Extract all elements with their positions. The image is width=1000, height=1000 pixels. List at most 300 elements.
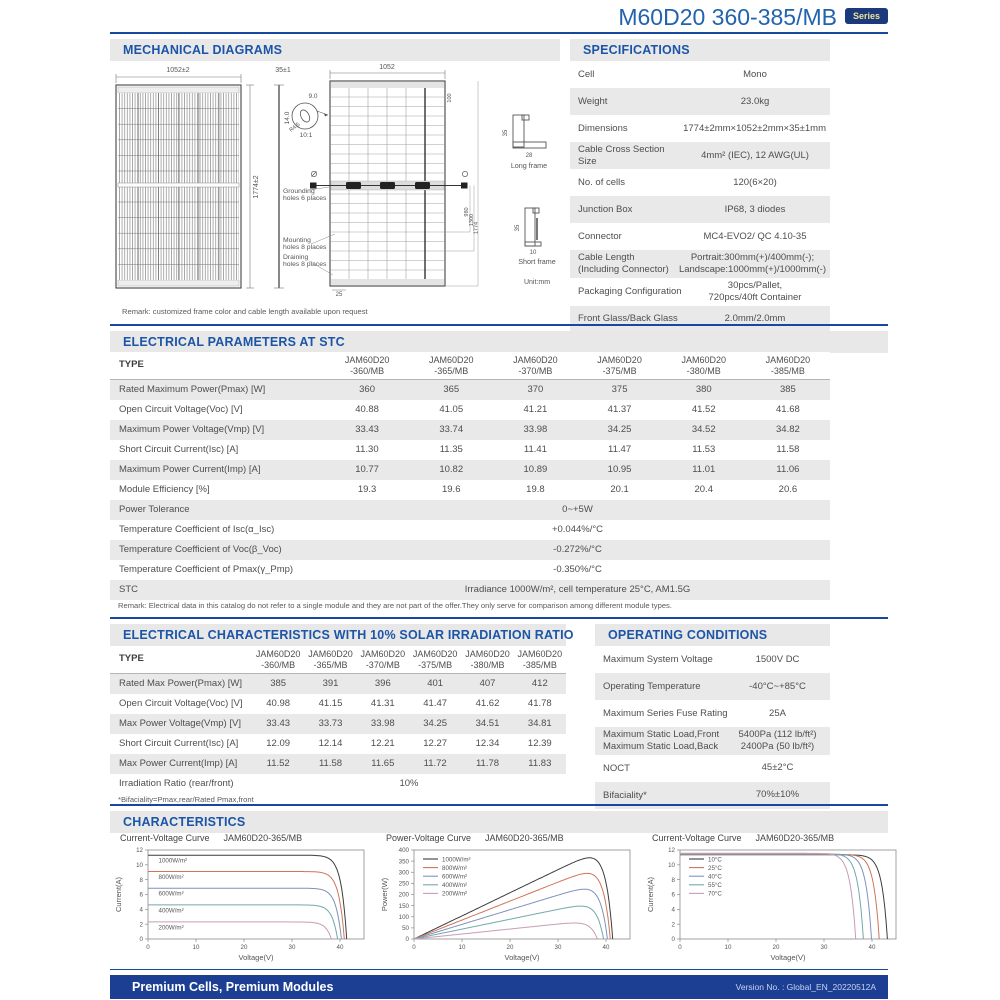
draining-label-2: holes 8 places bbox=[283, 261, 327, 268]
y-tick-label: 8 bbox=[139, 876, 143, 884]
short-frame-section bbox=[515, 208, 556, 266]
table-row bbox=[595, 673, 830, 700]
cell-value: 11.58 bbox=[318, 757, 343, 769]
row-label: Short Circuit Current(Isc) [A] bbox=[119, 443, 239, 455]
row-value: IP68, 3 diodes bbox=[724, 203, 786, 215]
cell-value: 11.35 bbox=[439, 443, 463, 455]
section-header-irradiation bbox=[110, 624, 574, 646]
type-label: TYPE bbox=[119, 359, 144, 371]
table-row bbox=[110, 734, 566, 754]
y-tick-label: 100 bbox=[398, 913, 409, 921]
cell-value: 41.31 bbox=[370, 697, 395, 709]
cell-span-value: 0~+5W bbox=[562, 503, 593, 515]
row-label: Rated Max Power(Pmax) [W] bbox=[119, 677, 242, 689]
cell-value: 12.09 bbox=[266, 737, 291, 749]
cell-value: 380 bbox=[695, 383, 712, 395]
detail-radius: R4.5 bbox=[288, 121, 302, 134]
curve-70°C bbox=[680, 853, 856, 939]
cell-value: 11.58 bbox=[776, 443, 800, 455]
cell-span-value: -0.350%/°C bbox=[553, 563, 602, 575]
cell-value: 10.82 bbox=[439, 463, 464, 475]
column-header: JAM60D20 -375/MB bbox=[412, 649, 458, 670]
cell-value: 11.53 bbox=[692, 443, 716, 455]
x-tick-label: 0 bbox=[678, 944, 682, 951]
table-header-row bbox=[110, 646, 566, 674]
column-header: JAM60D20 -380/MB bbox=[465, 649, 510, 670]
cell-value: 12.39 bbox=[527, 737, 552, 749]
row-label: Maximum Power Current(Imp) [A] bbox=[119, 463, 261, 475]
dim-thickness: 35±1 bbox=[275, 67, 291, 74]
row-label: Operating Temperature bbox=[603, 680, 701, 692]
section-header-specifications bbox=[570, 39, 830, 61]
row-label: Maximum Static Load,Front Maximum Static Load,Back bbox=[603, 729, 720, 752]
cell-value: 34.25 bbox=[423, 717, 448, 729]
cell-value: 407 bbox=[479, 677, 496, 689]
table-row bbox=[110, 460, 830, 480]
cell-value: 11.01 bbox=[692, 463, 716, 475]
section-title: SPECIFICATIONS bbox=[583, 43, 690, 57]
table-row bbox=[570, 223, 830, 250]
row-value: 25A bbox=[769, 707, 786, 719]
y-tick-label: 10 bbox=[668, 862, 675, 870]
table-row bbox=[110, 520, 830, 540]
cell-value: 396 bbox=[374, 677, 391, 689]
cell-value: 11.30 bbox=[355, 443, 379, 455]
y-tick-label: 4 bbox=[139, 906, 143, 914]
table-row bbox=[110, 560, 830, 580]
y-tick-label: 0 bbox=[139, 936, 143, 944]
y-tick-label: 250 bbox=[398, 880, 409, 888]
header-rule bbox=[110, 32, 888, 34]
mounting-label: Mounting bbox=[283, 237, 311, 244]
dim-1774: 1774 bbox=[473, 221, 480, 235]
x-tick-label: 40 bbox=[868, 944, 876, 951]
row-value: 4mm² (IEC), 12 AWG(UL) bbox=[701, 149, 809, 161]
table-row bbox=[110, 694, 566, 714]
row-value: Portrait:300mm(+)/400mm(-); Landscape:1000mm(+)/1000mm(-) bbox=[678, 252, 826, 275]
cell-value: 33.98 bbox=[523, 423, 548, 435]
x-axis-label: Voltage(V) bbox=[770, 953, 806, 962]
legend-label: 55°C bbox=[708, 882, 722, 890]
y-tick-label: 2 bbox=[139, 921, 143, 929]
table-row bbox=[110, 754, 566, 774]
column-header: JAM60D20 -380/MB bbox=[681, 355, 726, 376]
section-title: OPERATING CONDITIONS bbox=[608, 628, 768, 642]
cell-value: 34.52 bbox=[691, 423, 716, 435]
y-tick-label: 400 bbox=[398, 847, 409, 855]
cell-span-value: -0.272%/°C bbox=[553, 543, 602, 555]
y-tick-label: 2 bbox=[671, 921, 675, 929]
series-label: 800W/m² bbox=[158, 874, 184, 882]
row-label: Max Power Voltage(Vmp) [V] bbox=[119, 717, 241, 729]
series-label: 200W/m² bbox=[158, 924, 184, 932]
cell-value: 11.41 bbox=[523, 443, 547, 455]
cell-value: 20.1 bbox=[610, 483, 629, 495]
cell-value: 41.68 bbox=[776, 403, 800, 415]
x-tick-label: 40 bbox=[602, 944, 610, 951]
x-tick-label: 20 bbox=[506, 944, 514, 951]
long-frame-label: Long frame bbox=[510, 161, 548, 170]
x-tick-label: 30 bbox=[820, 944, 828, 951]
table-header-row bbox=[110, 352, 830, 380]
row-label: Irradiation Ratio (rear/front) bbox=[119, 777, 234, 789]
legend-label: 10°C bbox=[708, 856, 722, 864]
y-tick-label: 4 bbox=[671, 906, 675, 914]
cell-value: 20.4 bbox=[694, 483, 713, 495]
column-header: JAM60D20 -360/MB bbox=[255, 649, 301, 670]
short-frame-width: 10 bbox=[529, 250, 537, 256]
cell-value: 391 bbox=[322, 677, 339, 689]
row-label: Maximum Series Fuse Rating bbox=[603, 707, 728, 719]
row-value: Mono bbox=[743, 68, 767, 80]
table-row bbox=[110, 540, 830, 560]
table-row bbox=[110, 480, 830, 500]
cell-value: 41.21 bbox=[523, 403, 548, 415]
pv-curve-chart bbox=[378, 833, 644, 976]
cell-value: 20.6 bbox=[778, 483, 798, 495]
chart-title bbox=[112, 833, 378, 843]
series-label: 400W/m² bbox=[158, 907, 184, 915]
row-label: Junction Box bbox=[578, 203, 633, 215]
column-header: JAM60D20 -365/MB bbox=[428, 355, 474, 376]
cell-value: 19.8 bbox=[526, 483, 545, 495]
cell-value: 11.83 bbox=[528, 757, 552, 769]
legend-label: 25°C bbox=[708, 864, 722, 872]
legend-label: 200W/m² bbox=[442, 890, 468, 898]
short-frame-label: Short frame bbox=[518, 257, 556, 266]
cell-value: 33.73 bbox=[318, 717, 343, 729]
cell-value: 401 bbox=[427, 677, 444, 689]
detail-height: 14.0 bbox=[284, 111, 291, 125]
short-frame-height: 35 bbox=[515, 224, 521, 232]
operating-table bbox=[595, 646, 830, 836]
column-header: JAM60D20 -370/MB bbox=[360, 649, 406, 670]
cell-value: 385 bbox=[270, 677, 287, 689]
table-row bbox=[595, 755, 830, 782]
irradiation-table bbox=[110, 646, 566, 794]
cell-value: 41.05 bbox=[439, 403, 464, 415]
table-row bbox=[570, 196, 830, 223]
cell-value: 41.52 bbox=[691, 403, 716, 415]
cell-value: 34.25 bbox=[607, 423, 632, 435]
cell-value: 11.65 bbox=[371, 757, 395, 769]
row-label: Weight bbox=[578, 95, 608, 107]
dim-front-width: 1052±2 bbox=[166, 67, 190, 74]
y-tick-label: 8 bbox=[671, 876, 675, 884]
row-label: Module Efficiency [%] bbox=[119, 483, 210, 495]
cell-value: 11.72 bbox=[423, 757, 447, 769]
cell-value: 33.74 bbox=[439, 423, 464, 435]
section-title: ELECTRICAL CHARACTERISTICS WITH 10% SOLAR IRRADIATION RATIO bbox=[123, 628, 574, 642]
section-header-characteristics bbox=[110, 811, 888, 833]
iv-curve-chart-irradiance bbox=[112, 833, 378, 976]
dim-25: 25 bbox=[335, 292, 343, 298]
table-row bbox=[570, 88, 830, 115]
cell-value: 12.21 bbox=[370, 737, 395, 749]
y-tick-label: 6 bbox=[671, 891, 675, 899]
y-tick-label: 0 bbox=[405, 936, 409, 944]
page-title bbox=[618, 4, 888, 31]
row-value: 30pcs/Pallet, 720pcs/40ft Container bbox=[708, 279, 802, 303]
dim-980: 980 bbox=[464, 207, 470, 217]
long-frame-height: 35 bbox=[503, 129, 509, 137]
y-axis-label: Power(W) bbox=[380, 877, 389, 912]
y-tick-label: 50 bbox=[402, 925, 409, 933]
stc-table bbox=[110, 352, 830, 600]
dim-front-height: 1774±2 bbox=[253, 175, 260, 199]
series-badge: Series bbox=[845, 8, 888, 24]
table-row bbox=[570, 169, 830, 196]
cell-value: 360 bbox=[359, 383, 375, 395]
section-header-mechanical bbox=[110, 39, 560, 61]
cell-span-value: +0.044%/°C bbox=[551, 523, 604, 535]
front-view bbox=[116, 67, 260, 288]
legend-label: 40°C bbox=[708, 873, 722, 881]
mounting-hole-detail bbox=[284, 93, 328, 139]
table-row bbox=[110, 400, 830, 420]
dim-back-width: 1052 bbox=[379, 64, 395, 71]
y-tick-label: 200 bbox=[398, 891, 409, 899]
x-tick-label: 0 bbox=[146, 944, 150, 951]
cell-value: 40.88 bbox=[355, 403, 379, 415]
section-header-operating bbox=[595, 624, 830, 646]
table-row bbox=[570, 278, 830, 306]
table-row bbox=[110, 500, 830, 520]
row-label: NOCT bbox=[603, 762, 630, 774]
section-title: CHARACTERISTICS bbox=[123, 815, 246, 829]
table-row bbox=[110, 420, 830, 440]
cell-value: 33.43 bbox=[355, 423, 379, 435]
row-label: No. of cells bbox=[578, 176, 625, 188]
cell-value: 34.51 bbox=[475, 717, 500, 729]
mechanical-diagram bbox=[113, 60, 565, 306]
table-row bbox=[110, 714, 566, 734]
x-tick-label: 0 bbox=[412, 944, 416, 951]
x-tick-label: 20 bbox=[240, 944, 248, 951]
row-value: 1500V DC bbox=[755, 653, 800, 665]
y-tick-label: 150 bbox=[398, 902, 409, 910]
draining-label: Draining bbox=[283, 254, 309, 261]
row-label: Rated Maximum Power(Pmax) [W] bbox=[119, 383, 266, 395]
x-axis-label: Voltage(V) bbox=[504, 953, 540, 962]
legend-label: 800W/m² bbox=[442, 864, 468, 872]
row-value: 70%±10% bbox=[755, 789, 800, 801]
column-header: JAM60D20 -385/MB bbox=[765, 355, 811, 376]
column-header: JAM60D20 -370/MB bbox=[513, 355, 558, 376]
row-label: Maximum System Voltage bbox=[603, 653, 713, 665]
row-label: Open Circuit Voltage(Voc) [V] bbox=[119, 403, 243, 415]
cell-value: 10.77 bbox=[355, 463, 379, 475]
y-tick-label: 350 bbox=[398, 858, 409, 866]
table-row bbox=[110, 674, 566, 694]
y-tick-label: 6 bbox=[139, 891, 143, 899]
dim-1300: 1300 bbox=[469, 213, 475, 227]
cell-value: 34.82 bbox=[776, 423, 800, 435]
unit-label: Unit:mm bbox=[523, 279, 551, 286]
x-tick-label: 10 bbox=[192, 944, 200, 951]
y-axis-label: Current(A) bbox=[646, 876, 655, 913]
table-row bbox=[570, 306, 830, 333]
row-label: Packaging Configuration bbox=[578, 285, 682, 297]
chart-svg bbox=[644, 843, 910, 971]
legend-label: 1000W/m² bbox=[442, 856, 471, 864]
row-value: MC4-EVO2/ QC 4.10-35 bbox=[703, 230, 807, 242]
row-label: Open Circuit Voltage(Voc) [V] bbox=[119, 697, 243, 709]
cell-value: 19.3 bbox=[357, 483, 377, 495]
y-axis-label: Current(A) bbox=[114, 876, 123, 913]
table-row bbox=[110, 440, 830, 460]
long-frame-width: 28 bbox=[525, 153, 533, 159]
model-title: M60D20 360-385/MB bbox=[618, 4, 837, 30]
grounding-label: Grounding bbox=[283, 188, 315, 195]
cell-value: 41.37 bbox=[607, 403, 632, 415]
cell-value: 41.47 bbox=[423, 697, 448, 709]
legend-label: 600W/m² bbox=[442, 873, 468, 881]
divider-rule bbox=[110, 324, 888, 326]
bifaciality-footnote: *Bifaciality=Pmax,rear/Rated Pmax,front bbox=[118, 795, 254, 804]
x-tick-label: 30 bbox=[288, 944, 296, 951]
cell-span-value: 10% bbox=[399, 777, 419, 789]
row-label: Cell bbox=[578, 68, 595, 80]
row-label: STC bbox=[119, 583, 138, 595]
legend-label: 400W/m² bbox=[442, 882, 468, 890]
column-header: JAM60D20 -360/MB bbox=[344, 355, 390, 376]
x-tick-label: 30 bbox=[554, 944, 562, 951]
cell-value: 12.27 bbox=[423, 737, 448, 749]
table-row bbox=[570, 61, 830, 88]
cell-value: 412 bbox=[531, 677, 548, 689]
cell-value: 370 bbox=[527, 383, 544, 395]
footer-rule bbox=[110, 969, 888, 970]
series-label: 600W/m² bbox=[158, 890, 184, 898]
mounting-label-2: holes 8 places bbox=[283, 244, 327, 251]
cell-value: 12.14 bbox=[318, 737, 343, 749]
detail-width: 9.0 bbox=[308, 93, 318, 100]
cell-value: 11.52 bbox=[266, 757, 290, 769]
divider-rule bbox=[110, 804, 888, 806]
row-label: Temperature Coefficient of Voc(β_Voc) bbox=[119, 543, 282, 555]
x-axis-label: Voltage(V) bbox=[238, 953, 274, 962]
row-value: 5400Pa (112 lb/ft²) 2400Pa (50 lb/ft²) bbox=[738, 729, 817, 752]
y-tick-label: 12 bbox=[668, 847, 675, 855]
row-label: Maximum Power Voltage(Vmp) [V] bbox=[119, 423, 265, 435]
cell-span-value: Irradiance 1000W/m², cell temperature 25°C, AM1.5G bbox=[464, 583, 691, 595]
x-tick-label: 40 bbox=[336, 944, 344, 951]
cell-value: 385 bbox=[779, 383, 796, 395]
cell-value: 12.34 bbox=[475, 737, 500, 749]
chart-svg bbox=[378, 843, 644, 971]
cell-value: 11.78 bbox=[475, 757, 500, 769]
table-row bbox=[110, 774, 566, 794]
type-label: TYPE bbox=[119, 653, 144, 665]
dim-edge-offset: 100 bbox=[447, 93, 453, 103]
table-row bbox=[570, 250, 830, 278]
iv-curve-chart-temperature bbox=[644, 833, 910, 976]
chart-title bbox=[378, 833, 644, 843]
cell-value: 11.47 bbox=[608, 443, 632, 455]
chart-title-text: Current-Voltage Curve bbox=[652, 833, 742, 843]
footer-slogan: Premium Cells, Premium Modules bbox=[132, 980, 334, 994]
column-header: JAM60D20 -365/MB bbox=[308, 649, 353, 670]
row-label: Connector bbox=[578, 230, 622, 242]
chart-svg bbox=[112, 843, 378, 971]
row-value: 2.0mm/2.0mm bbox=[724, 313, 786, 325]
table-row bbox=[595, 727, 830, 755]
cell-value: 10.95 bbox=[607, 463, 632, 475]
section-title: MECHANICAL DIAGRAMS bbox=[123, 43, 283, 57]
section-header-stc bbox=[110, 331, 888, 353]
cell-value: 375 bbox=[611, 383, 628, 395]
row-label: Bifaciality* bbox=[603, 789, 647, 801]
row-label: Cable Length (Including Connector) bbox=[578, 252, 669, 275]
row-value: 23.0kg bbox=[740, 95, 770, 107]
row-label: Power Tolerance bbox=[119, 503, 190, 515]
mechanical-remark: Remark: customized frame color and cable length available upon request bbox=[122, 307, 368, 316]
chart-subtitle: JAM60D20-365/MB bbox=[485, 833, 564, 843]
y-tick-label: 300 bbox=[398, 869, 409, 877]
cell-value: 33.43 bbox=[266, 717, 291, 729]
cell-value: 34.81 bbox=[527, 717, 552, 729]
detail-scale: 10:1 bbox=[299, 132, 313, 139]
table-row bbox=[110, 380, 830, 400]
stc-remark: Remark: Electrical data in this catalog do not refer to a single module and they are not part of the offer.They only serve for comparison among different module types. bbox=[118, 601, 672, 610]
row-label: Dimensions bbox=[578, 122, 628, 134]
x-tick-label: 10 bbox=[724, 944, 732, 951]
cell-value: 41.15 bbox=[318, 697, 343, 709]
row-value: 45±2°C bbox=[761, 762, 794, 774]
row-label: Max Power Current(Imp) [A] bbox=[119, 757, 238, 769]
chart-title-text: Power-Voltage Curve bbox=[386, 833, 472, 843]
column-header: JAM60D20 -385/MB bbox=[517, 649, 563, 670]
long-frame-section bbox=[503, 115, 547, 170]
y-tick-label: 12 bbox=[136, 847, 143, 855]
row-label: Front Glass/Back Glass bbox=[578, 313, 678, 325]
row-label: Short Circuit Current(Isc) [A] bbox=[119, 737, 239, 749]
cell-value: 365 bbox=[443, 383, 460, 395]
y-tick-label: 10 bbox=[136, 862, 143, 870]
row-value: 120(6×20) bbox=[733, 176, 777, 188]
chart-subtitle: JAM60D20-365/MB bbox=[223, 833, 303, 843]
table-row bbox=[570, 142, 830, 169]
chart-subtitle: JAM60D20-365/MB bbox=[755, 833, 835, 843]
table-row bbox=[595, 700, 830, 727]
cell-value: 41.62 bbox=[475, 697, 500, 709]
section-title: ELECTRICAL PARAMETERS AT STC bbox=[123, 335, 345, 349]
cell-value: 40.98 bbox=[266, 697, 291, 709]
cell-value: 19.6 bbox=[441, 483, 461, 495]
cell-value: 33.98 bbox=[370, 717, 395, 729]
chart-title-text: Current-Voltage Curve bbox=[120, 833, 210, 843]
series-label: 1000W/m² bbox=[158, 857, 188, 865]
x-tick-label: 20 bbox=[772, 944, 780, 951]
table-row bbox=[595, 646, 830, 673]
row-label: Temperature Coefficient of Pmax(γ_Pmp) bbox=[119, 563, 294, 575]
divider-rule bbox=[110, 617, 888, 619]
row-value: 1774±2mm×1052±2mm×35±1mm bbox=[683, 122, 826, 134]
legend-label: 70°C bbox=[708, 890, 722, 898]
cell-value: 41.78 bbox=[527, 697, 552, 709]
row-label: Cable Cross Section Size bbox=[578, 144, 665, 167]
cell-value: 11.06 bbox=[776, 463, 800, 475]
row-value: -40°C~+85°C bbox=[749, 680, 806, 692]
table-row bbox=[570, 115, 830, 142]
x-tick-label: 10 bbox=[458, 944, 466, 951]
grounding-label-2: holes 6 places bbox=[283, 195, 327, 202]
y-tick-label: 0 bbox=[671, 936, 675, 944]
chart-title bbox=[644, 833, 910, 843]
footer-bar bbox=[110, 975, 888, 999]
footer-version: Version No. : Global_EN_20220512A bbox=[735, 982, 876, 992]
